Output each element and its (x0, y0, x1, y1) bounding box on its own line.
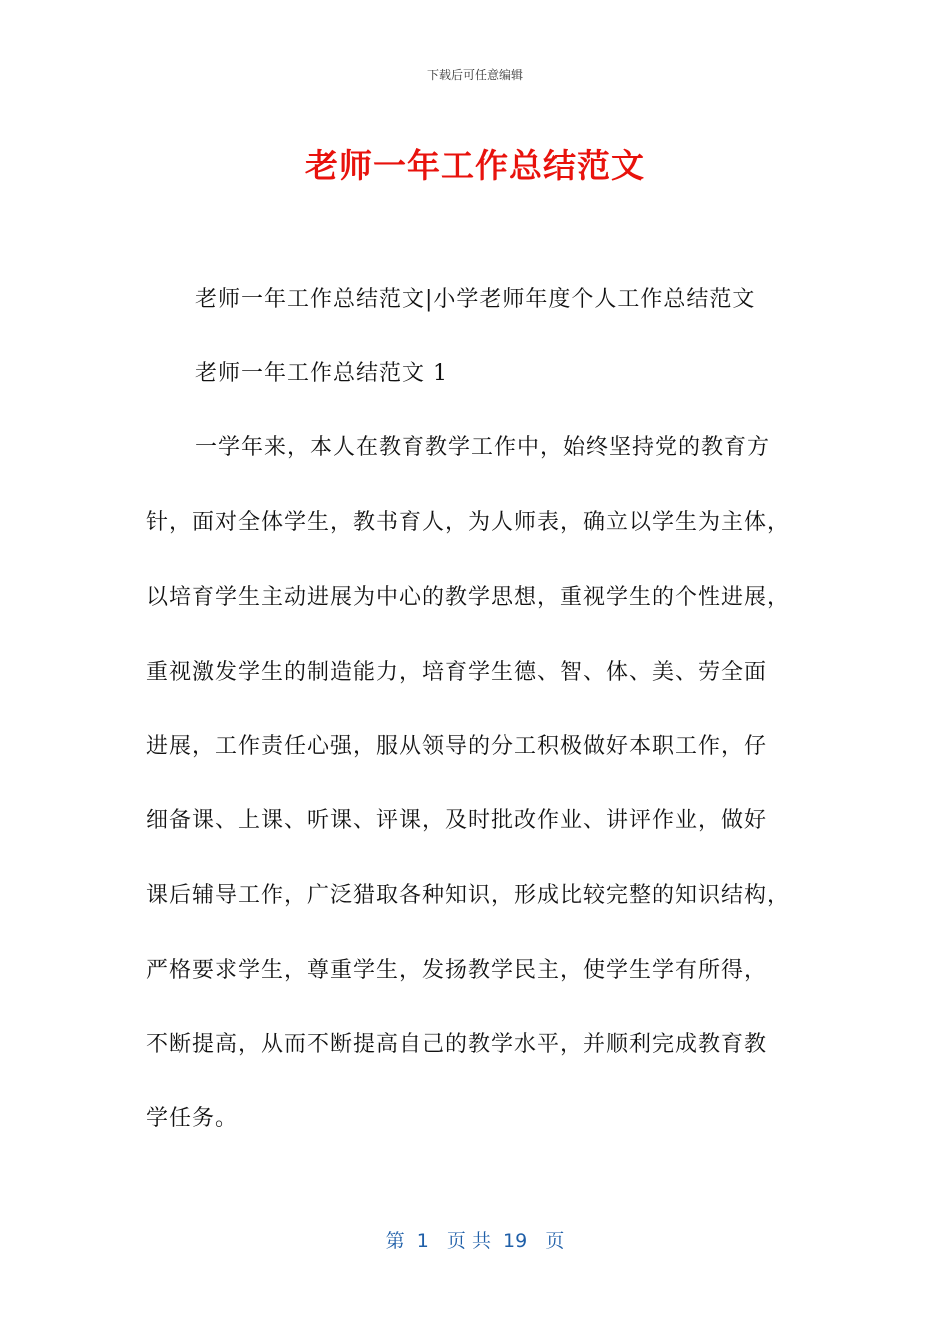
paragraph-line: 细备课、上课、听课、评课，及时批改作业、讲评作业，做好 (146, 808, 768, 833)
page-number-footer: 第 1 页 共 19 页 (385, 1230, 565, 1252)
paragraph-line: 重视激发学生的制造能力，培育学生德、智、体、美、劳全面 (146, 660, 768, 685)
section-heading: 老师一年工作总结范文 1 (195, 361, 448, 386)
paragraph-line: 学任务。 (146, 1106, 239, 1131)
paragraph-line: 不断提高，从而不断提高自己的教学水平，并顺利完成教育教 (146, 1032, 768, 1057)
paragraph-line: 一学年来，本人在教育教学工作中，始终坚持党的教育方 (195, 435, 771, 460)
paragraph-line: 针，面对全体学生，教书育人，为人师表，确立以学生为主体， (146, 510, 791, 535)
download-note: 下载后可任意编辑 (426, 68, 523, 82)
paragraph-line: 课后辅导工作，广泛猎取各种知识，形成比较完整的知识结构， (146, 883, 791, 908)
paragraph-line: 严格要求学生，尊重学生，发扬教学民主，使学生学有所得， (146, 958, 768, 983)
document-title: 老师一年工作总结范文 (305, 146, 645, 185)
subtitle-line: 老师一年工作总结范文|小学老师年度个人工作总结范文 (195, 287, 756, 312)
paragraph-line: 以培育学生主动进展为中心的教学思想，重视学生的个性进展， (146, 585, 791, 610)
paragraph-line: 进展，工作责任心强，服从领导的分工积极做好本职工作，仔 (146, 734, 768, 759)
